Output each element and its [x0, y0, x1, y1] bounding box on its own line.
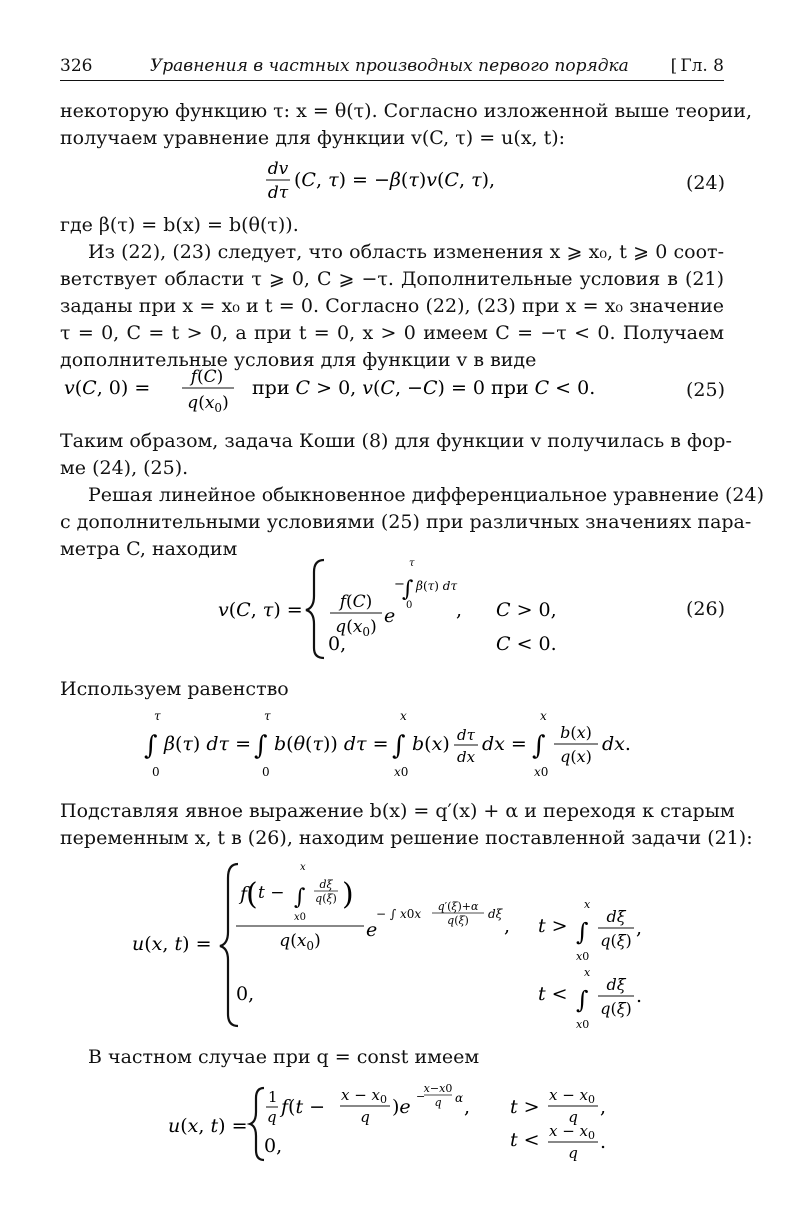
svg-text:x: x: [584, 898, 591, 911]
svg-text:f(C): f(C): [339, 592, 373, 612]
svg-text:dx =: dx =: [482, 733, 527, 755]
svg-text:x: x: [400, 709, 407, 723]
svg-text:∫: ∫: [294, 885, 306, 910]
svg-text:1: 1: [268, 1088, 278, 1106]
svg-text:x: x: [584, 966, 591, 979]
svg-text:t <: t <: [538, 983, 568, 1005]
svg-text:v(C, 0) =: v(C, 0) =: [64, 377, 151, 399]
svg-text:u(x, t) =: u(x, t) =: [132, 933, 212, 955]
svg-text:dξ: dξ: [606, 907, 626, 926]
svg-text:0,: 0,: [236, 983, 255, 1005]
svg-text:x: x: [300, 862, 306, 873]
equation-25-graphic: [60, 362, 660, 418]
svg-text:q(ξ): q(ξ): [600, 999, 632, 1018]
equation-number: (26): [685, 598, 725, 620]
chapter-label: [ Гл. 8: [671, 56, 724, 76]
svg-text:x−x0: x−x0: [423, 1082, 453, 1095]
svg-text:q′(ξ)+α: q′(ξ)+α: [437, 900, 479, 913]
svg-text:b(x): b(x): [412, 733, 450, 755]
svg-text:t −: t −: [258, 883, 285, 903]
text-line: заданы при x = x₀ и t = 0. Согласно (22), (23) при x = x₀ значение: [60, 295, 724, 317]
svg-text:x: x: [540, 709, 547, 723]
svg-text:при C > 0, v(C, −C) = 0: при C > 0, v(C, −C) = 0 при C < 0.: [252, 377, 596, 399]
svg-text:f(t −: f(t −: [281, 1096, 326, 1118]
svg-text:− ∫ x0x: − ∫ x0x: [376, 907, 422, 921]
svg-text:,: ,: [636, 917, 643, 939]
svg-text:C < 0.: C < 0.: [496, 633, 557, 655]
svg-text:dξ: dξ: [488, 907, 503, 921]
svg-text:t >: t >: [510, 1096, 540, 1118]
svg-text:,: ,: [600, 1096, 607, 1118]
svg-text:.: .: [636, 985, 643, 1007]
svg-text:∫: ∫: [576, 918, 589, 946]
svg-text:q(x0): $q(x_0)$: [335, 617, 377, 639]
text-line: с дополнительными условиями (25) при различных значениях пара-: [60, 511, 752, 533]
svg-text:C > 0,: C > 0,: [496, 599, 557, 621]
running-title: Уравнения в частных производных первого порядка: [150, 56, 629, 76]
svg-text:∫: ∫: [576, 986, 589, 1014]
svg-text:,: ,: [464, 1096, 471, 1118]
identity-equation: [140, 704, 640, 786]
svg-text:u(x, t) =: u(x, t) =: [168, 1115, 248, 1137]
svg-text:β(τ) dτ =: β(τ) dτ =: [164, 733, 252, 755]
svg-text:)e: )e: [392, 1096, 411, 1118]
svg-text:∫: ∫: [402, 577, 414, 602]
svg-text:q: q: [434, 1096, 442, 1109]
svg-text:x0: x0: [534, 765, 549, 779]
svg-text:dτ: dτ: [267, 183, 289, 203]
svg-text:x − x0: $x - x_0$: [548, 1086, 596, 1106]
svg-text:v(C, τ) =: v(C, τ) =: [218, 599, 303, 621]
text-line: Используем равенство: [60, 678, 289, 700]
svg-text:dx: dx: [456, 748, 476, 766]
svg-text:τ: τ: [154, 709, 161, 723]
svg-text:q(x): q(x): [560, 747, 592, 766]
svg-text:τ: τ: [409, 558, 415, 569]
svg-text:,: ,: [456, 599, 463, 621]
svg-text:x − x0: $x - x_0$: [340, 1086, 388, 1106]
svg-text:dx.: dx.: [602, 733, 631, 755]
svg-text:x0: x0: [576, 1018, 590, 1031]
svg-text:0: 0: [262, 765, 270, 779]
text-line: некоторую функцию τ: x = θ(τ). Согласно изложенной выше теории,: [60, 100, 752, 122]
svg-text:q(x0): $q(x_0)$: [187, 393, 229, 415]
text-line: τ = 0, C = t > 0, а при t = 0, x > 0 имеем C = −τ < 0. Получаем: [60, 322, 724, 344]
svg-text:−: −: [416, 1090, 426, 1103]
svg-text:∫: ∫: [144, 731, 158, 761]
svg-text:e: e: [384, 605, 396, 627]
text-line: Подставляя явное выражение b(x) = q′(x) + α и переходя к старым: [60, 800, 735, 822]
text-line: получаем уравнение для функции v(C, τ) = u(x, t):: [60, 127, 566, 149]
text-line: дополнительные условия для функции v в виде: [60, 349, 537, 371]
svg-text:f: f: [240, 883, 248, 905]
svg-text:q: q: [360, 1108, 370, 1126]
svg-text:q(ξ): q(ξ): [315, 892, 337, 905]
svg-text:,: ,: [504, 915, 511, 937]
svg-text:τ: τ: [264, 709, 271, 723]
svg-text:∫: ∫: [532, 731, 546, 761]
text-line: ме (24), (25).: [60, 457, 189, 479]
equation-26-graphic: [210, 552, 590, 664]
solution-equation: [128, 856, 658, 1032]
text-line: переменным x, t в (26), находим решение поставленной задачи (21):: [60, 827, 753, 849]
svg-text:β(τ) dτ: β(τ) dτ: [416, 579, 458, 593]
text-line: В частном случае при q = const имеем: [88, 1046, 480, 1068]
equation-number: (24): [685, 172, 725, 194]
text-line: ветствует области τ ⩾ 0, C ⩾ −τ. Дополнительные условия в (21): [60, 268, 724, 290]
svg-text:−: −: [394, 577, 405, 592]
running-header: [60, 56, 724, 81]
svg-text:x0: x0: [576, 950, 590, 963]
svg-text:0,: 0,: [264, 1135, 283, 1157]
svg-text:q: q: [568, 1144, 578, 1162]
svg-text:dξ: dξ: [319, 878, 333, 891]
svg-text:q(ξ): q(ξ): [600, 931, 632, 950]
text-line: метра C, находим: [60, 538, 238, 560]
svg-text:∫: ∫: [392, 731, 406, 761]
svg-text:q(ξ): q(ξ): [447, 914, 469, 927]
svg-text:t <: t <: [510, 1129, 540, 1151]
svg-text:q(x0): $q(x_0)$: [279, 931, 321, 953]
svg-text:∫: ∫: [254, 731, 268, 761]
svg-text:dv: dv: [267, 159, 289, 179]
equation-number: (25): [685, 379, 725, 401]
text-line: Таким образом, задача Коши (8) для функции v получилась в фор-: [60, 430, 732, 452]
svg-text:q: q: [568, 1108, 578, 1126]
text-line: Из (22), (23) следует, что область изменения x ⩾ x₀, t ⩾ 0 соот-: [88, 241, 724, 263]
svg-text:): ): [342, 877, 354, 912]
svg-text:0: 0: [406, 600, 413, 611]
svg-text:b(x): b(x): [560, 723, 592, 742]
svg-text:dξ: dξ: [606, 975, 626, 994]
const-case-equation: [160, 1080, 630, 1166]
svg-text:t >: t >: [538, 915, 568, 937]
svg-text:dτ: dτ: [457, 726, 475, 744]
svg-text:(: (: [246, 877, 258, 912]
svg-text:x0: x0: [294, 912, 307, 923]
svg-text:b(θ(τ)) dτ =: b(θ(τ)) dτ =: [274, 733, 389, 755]
equation-24-graphic: [260, 158, 620, 208]
svg-text:(C, τ) = −β(τ)v(C, τ),: (C, τ) = −β(τ)v(C, τ),: [294, 169, 496, 191]
svg-text:0: 0: [152, 765, 160, 779]
svg-text:x − x0: $x - x_0$: [548, 1122, 596, 1142]
svg-text:f(C): f(C): [190, 367, 224, 387]
svg-text:0,: 0,: [328, 633, 347, 655]
svg-text:x0: x0: [394, 765, 409, 779]
svg-text:e: e: [366, 919, 378, 941]
svg-text:α: α: [455, 1091, 464, 1105]
svg-text:q: q: [267, 1108, 277, 1126]
svg-text:.: .: [600, 1131, 607, 1153]
text-line: где β(τ) = b(x) = b(θ(τ)).: [60, 214, 299, 236]
text-line: Решая линейное обыкновенное дифференциальное уравнение (24): [88, 484, 765, 506]
page-number: 326: [60, 56, 93, 76]
